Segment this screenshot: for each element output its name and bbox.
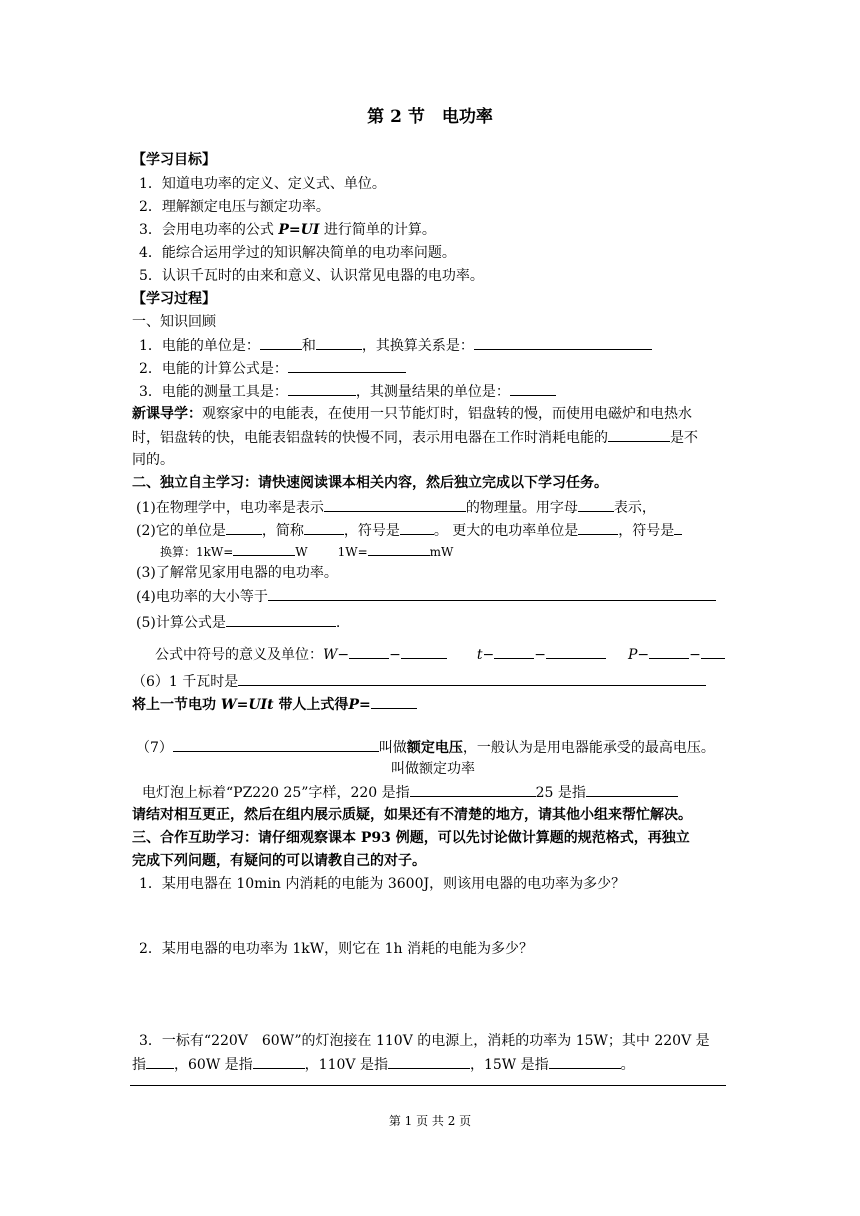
question-2 (136, 520, 682, 541)
answer-blank[interactable] (226, 520, 262, 535)
answer-blank[interactable] (288, 381, 356, 396)
sym-text: 公式中符号的意义及单位： (155, 647, 323, 663)
page-title: 第 2 节 电功率 (367, 107, 493, 127)
intro-text-1: 观察家中的电能表，在使用一只节能灯时，铝盘转的慢，而使用电磁炉和电热水 (202, 406, 692, 422)
derive-text-c: 带人上式得 (278, 697, 349, 713)
answer-blank[interactable] (368, 541, 430, 556)
answer-blank[interactable] (401, 644, 447, 659)
sym-p: P (627, 647, 638, 663)
conversion-line (160, 541, 453, 562)
question-4 (136, 586, 716, 607)
review-item-2 (139, 358, 406, 379)
derive-text-a: 将上一节电功 (132, 697, 216, 713)
answer-blank[interactable] (253, 1054, 305, 1069)
answer-blank[interactable] (400, 520, 434, 535)
answer-blank[interactable] (371, 694, 417, 709)
review-3-text-b: ，其测量结果的单位是： (355, 384, 510, 400)
answer-blank[interactable] (233, 541, 295, 556)
review-item-3 (139, 381, 556, 402)
dash: − (337, 647, 350, 663)
answer-blank[interactable] (546, 644, 606, 659)
dash: − (389, 647, 401, 663)
goal-item-5: 5．认识千瓦时的由来和意义、认识常见电器的电功率。 (139, 268, 484, 284)
goal-item-3-text: 3．会用电功率的公式 (139, 222, 274, 238)
peer-instruction: 请结对相互更正，然后在组内展示质疑，如果还有不清楚的地方，请其他小组来帮忙解决。 (132, 807, 692, 823)
answer-blank[interactable] (549, 1054, 621, 1069)
p3-text-d: ，15W 是指 (469, 1057, 549, 1073)
symbol-meaning (155, 644, 725, 665)
conv-text-a: 换算：1kW= (160, 545, 234, 559)
problem-1: 1．某用电器在 10min 内消耗的电能为 3600J，则该用电器的电功率为多少？ (139, 876, 626, 892)
answer-blank[interactable] (146, 1054, 174, 1069)
problem-3-line-1: 3．一标有“220V 60W”的灯泡接在 110V 的电源上，消耗的功率为 15W；其中 220V 是 (139, 1033, 710, 1049)
review-3-text-a: 3．电能的测量工具是： (139, 384, 288, 400)
goal-item-2: 2．理解额定电压与额定功率。 (139, 199, 330, 215)
intro-text-2a: 时，铝盘转的快，电能表铝盘转的快慢不同，表示用电器在工作时消耗电能的 (132, 430, 608, 446)
answer-blank[interactable] (674, 520, 682, 535)
answer-blank[interactable] (226, 612, 336, 627)
answer-blank[interactable] (586, 782, 678, 797)
p3-text-e: 。 (620, 1057, 635, 1073)
answer-blank[interactable] (474, 335, 652, 350)
intro-label: 新课导学： (132, 406, 202, 422)
review-2-text: 2．电能的计算公式是： (139, 361, 288, 377)
q4-text: (4)电功率的大小等于 (136, 589, 268, 605)
problem-3-line-2 (132, 1054, 635, 1075)
derive-eq: = (358, 697, 371, 713)
answer-blank[interactable] (608, 427, 670, 442)
q7-text-b: 叫做 (378, 740, 407, 756)
section-3-title-1: 三、合作互助学习：请仔细观察课本 P93 例题，可以先讨论做计算题的规范格式，再独立 (132, 830, 690, 846)
review-1-text-c: ，其换算关系是： (361, 338, 474, 354)
process-header: 【学习过程】 (132, 291, 216, 307)
page-footer: 第 1 页 共 2 页 (388, 1114, 472, 1128)
section-3-title-2: 完成下列问题，有疑问的可以请教自己的对子。 (132, 853, 426, 869)
review-1-text-a: 1．电能的单位是： (139, 338, 260, 354)
dash: − (637, 647, 650, 663)
answer-blank[interactable] (238, 671, 706, 686)
intro-line-3: 同的。 (132, 452, 174, 468)
question-6 (132, 671, 706, 692)
answer-blank[interactable] (649, 644, 689, 659)
problem-2: 2．某用电器的电功率为 1kW，则它在 1h 消耗的电能为多少？ (139, 941, 533, 957)
question-5 (136, 612, 340, 633)
q7-rated-voltage: 额定电压 (406, 740, 463, 756)
question-1 (136, 497, 656, 518)
q2-text-d: 。 更大的电功率单位是 (433, 523, 579, 539)
goal-item-1: 1．知道电功率的定义、定义式、单位。 (139, 176, 386, 192)
q5-text-b: . (335, 615, 341, 631)
review-1-text-b: 和 (301, 338, 316, 354)
q6-text: （6）1 千瓦时是 (132, 674, 239, 690)
q2-text-a: (2)它的单位是 (136, 523, 226, 539)
answer-blank[interactable] (173, 737, 379, 752)
p3-text-a: 指 (132, 1057, 146, 1073)
intro-line-2 (132, 427, 698, 448)
section-2-title: 二、独立自主学习：请快速阅读课本相关内容，然后独立完成以下学习任务。 (132, 475, 608, 491)
q1-text-b: 的物理量。用字母 (465, 500, 578, 516)
dash: − (482, 647, 495, 663)
conv-text-d: mW (429, 545, 454, 559)
answer-blank[interactable] (578, 497, 614, 512)
answer-blank[interactable] (268, 586, 716, 601)
goal-item-3 (139, 220, 436, 240)
sym-t: t (476, 647, 483, 663)
dash: − (534, 647, 546, 663)
q5-text-a: (5)计算公式是 (136, 615, 226, 631)
intro-line-1 (132, 404, 692, 424)
bulb-text-b: 25 是指 (535, 785, 586, 801)
answer-blank[interactable] (260, 335, 302, 350)
answer-blank[interactable] (316, 335, 362, 350)
question-3: (3)了解常见家用电器的电功率。 (136, 565, 338, 581)
q2-text-e: ，符号是 (618, 523, 675, 539)
derivation-line (132, 694, 417, 715)
answer-blank[interactable] (349, 644, 389, 659)
answer-blank[interactable] (578, 520, 618, 535)
p3-text-b: ，60W 是指 (174, 1057, 253, 1073)
answer-blank[interactable] (288, 358, 406, 373)
p3-text-c: ，110V 是指 (304, 1057, 388, 1073)
derive-p: P (348, 697, 359, 713)
review-item-1 (139, 335, 652, 356)
q2-text-b: ，简称 (261, 523, 304, 539)
answer-blank[interactable] (494, 644, 534, 659)
answer-blank[interactable] (304, 520, 344, 535)
answer-blank[interactable] (410, 782, 536, 797)
bulb-line (142, 782, 678, 803)
conv-text-c: 1W= (337, 545, 368, 559)
bulb-text-a: 电灯泡上标着“PZ220 25”字样，220 是指 (142, 785, 410, 801)
rated-power-line: 叫做额定功率 (391, 761, 475, 777)
goal-formula: P=UI (278, 222, 320, 238)
goal-item-3-tail: 进行简单的计算。 (323, 222, 436, 238)
goal-item-4: 4．能综合运用学过的知识解决简单的电功率问题。 (139, 245, 456, 261)
footer-rule (130, 1085, 726, 1086)
goals-header: 【学习目标】 (132, 152, 216, 168)
conv-text-b: W (295, 545, 308, 559)
q7-text-a: （7） (136, 740, 173, 756)
intro-text-2b: 是不 (670, 430, 698, 446)
sym-w: W (323, 647, 338, 663)
review-title: 一、知识回顾 (132, 314, 216, 330)
q2-text-c: ，符号是 (343, 523, 400, 539)
answer-blank[interactable] (510, 381, 556, 396)
q7-text-d: ，一般认为是用电器能承受的最高电压。 (462, 740, 715, 756)
dash: − (689, 647, 701, 663)
answer-blank[interactable] (324, 497, 466, 512)
derive-formula: W=UIt (220, 697, 274, 713)
question-7 (136, 737, 715, 758)
q1-text-a: (1)在物理学中，电功率是表示 (136, 500, 324, 516)
answer-blank[interactable] (701, 644, 725, 659)
answer-blank[interactable] (388, 1054, 470, 1069)
q1-text-c: 表示， (613, 500, 656, 516)
